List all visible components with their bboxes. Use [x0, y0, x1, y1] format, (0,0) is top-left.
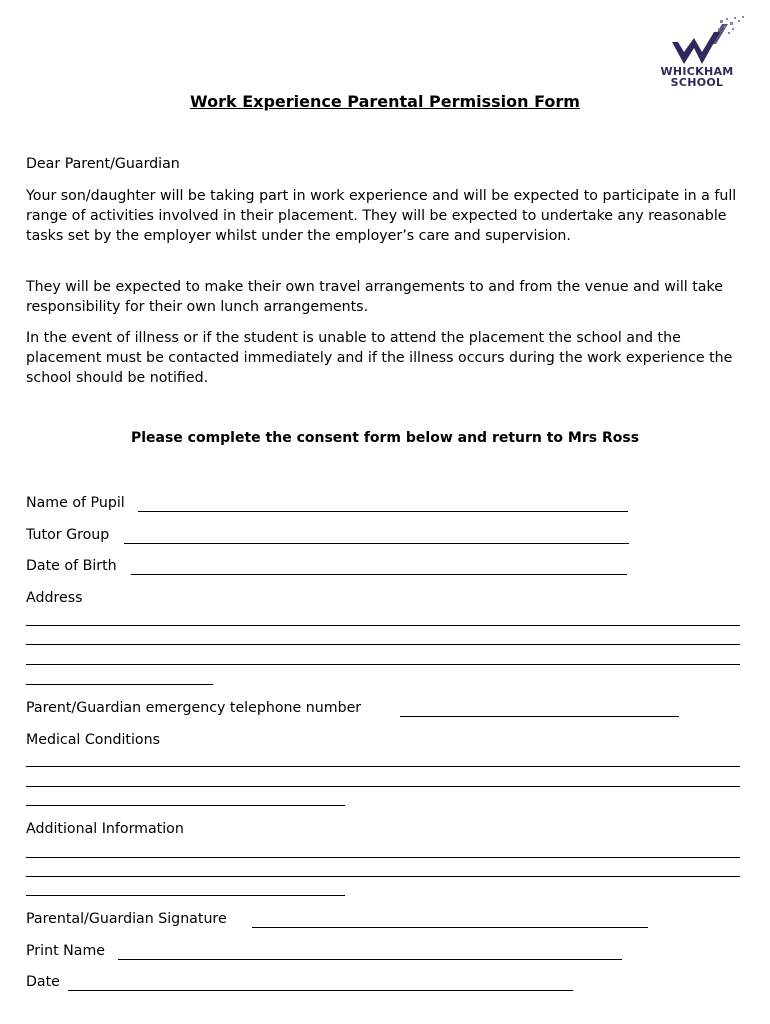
paragraph-3: In the event of illness or if the student is unable to attend the placement the school and the placement must be contacted immediately and if the illness occurs during the work experience the school should be notified. [26, 330, 733, 386]
address-line-2[interactable] [26, 644, 740, 645]
date-label: Date [26, 974, 60, 990]
medical-line-2[interactable] [26, 786, 740, 787]
medical-line-1[interactable] [26, 766, 740, 767]
date-field[interactable] [68, 990, 573, 991]
page-title: Work Experience Parental Permission Form [190, 92, 580, 111]
address-line-4[interactable] [26, 684, 213, 685]
tutor-group-field[interactable] [124, 543, 629, 544]
additional-line-1[interactable] [26, 857, 740, 858]
logo-line-1: WHICKHAM [660, 65, 734, 78]
pupil-name-label: Name of Pupil [26, 495, 125, 511]
school-logo [648, 14, 748, 92]
signature-field[interactable] [252, 927, 648, 928]
school-crest-icon [670, 14, 748, 66]
address-label: Address [26, 590, 83, 606]
print-name-label: Print Name [26, 943, 106, 959]
greeting: Dear Parent/Guardian [26, 156, 180, 172]
pupil-name-field[interactable] [138, 511, 628, 512]
emergency-phone-field[interactable] [400, 716, 679, 717]
emergency-phone-label: Parent/Guardian emergency telephone number [26, 700, 362, 716]
dob-field[interactable] [131, 574, 627, 575]
logo-line-2: SCHOOL [670, 76, 724, 89]
consent-heading: Please complete the consent form below and return to Mrs Ross [130, 430, 640, 446]
medical-line-3[interactable] [26, 805, 345, 806]
print-name-field[interactable] [118, 959, 622, 960]
additional-line-3[interactable] [26, 895, 345, 896]
address-line-3[interactable] [26, 664, 740, 665]
paragraph-1: Your son/daughter will be taking part in work experience and will be expected to participate in a full range of activities involved in their placement. They will be expected to undertake any reasonable tasks set by the employer whilst under the employer’s care and supervision. [26, 188, 737, 244]
address-line-1[interactable] [26, 625, 740, 626]
additional-label: Additional Information [26, 821, 184, 837]
paragraph-2: They will be expected to make their own travel arrangements to and from the venue and will take responsibility for their own lunch arrangements. [26, 279, 723, 315]
medical-label: Medical Conditions [26, 732, 160, 748]
additional-line-2[interactable] [26, 876, 740, 877]
dob-label: Date of Birth [26, 558, 117, 574]
tutor-group-label: Tutor Group [26, 527, 110, 543]
signature-label: Parental/Guardian Signature [26, 911, 227, 927]
